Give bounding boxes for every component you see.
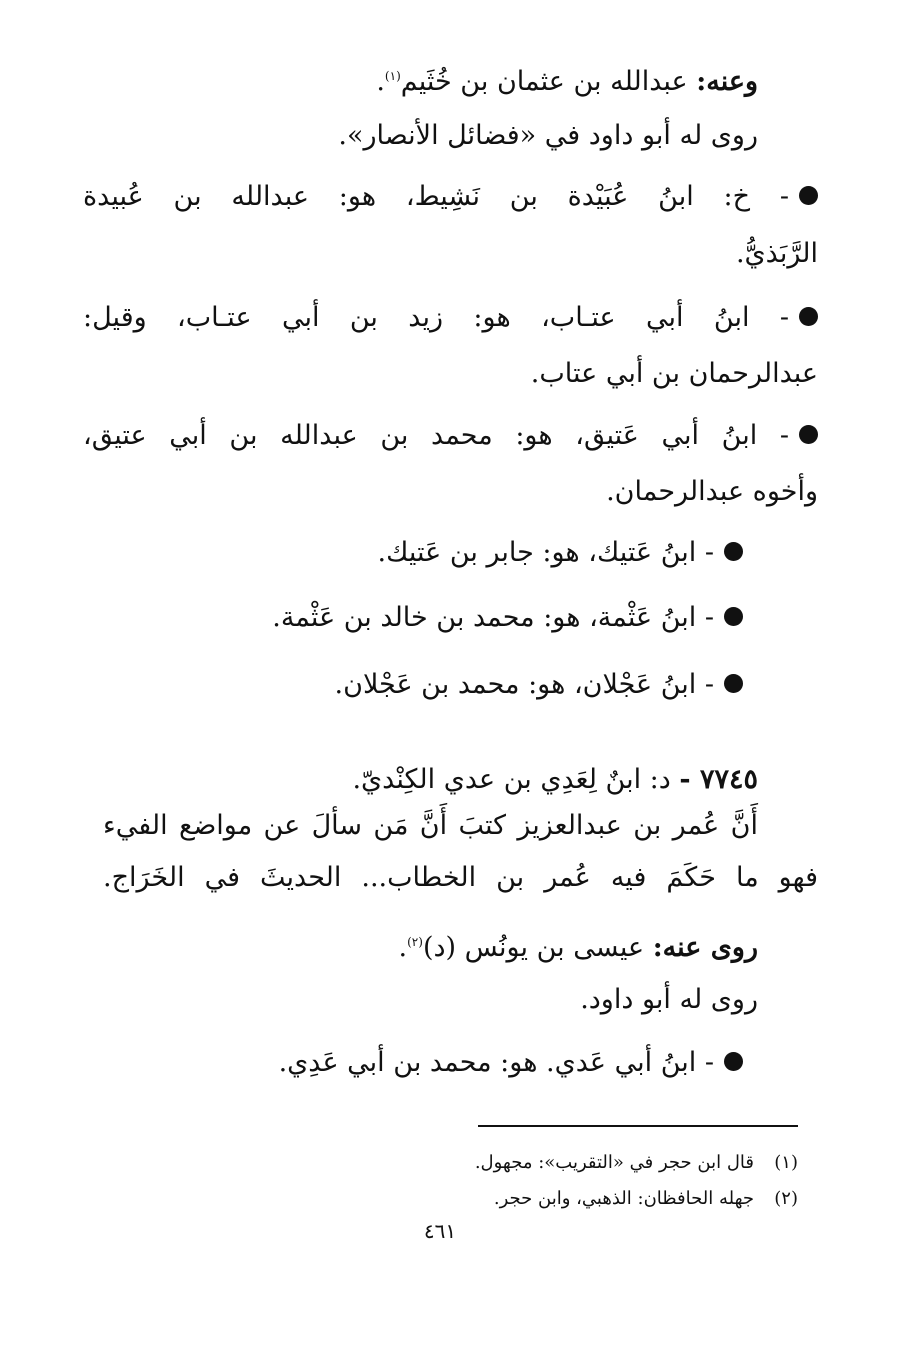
entry-line: [272, 598, 743, 638]
line-text: روى له أبو داود.: [580, 984, 758, 1015]
footnote-text: قال ابن حجر في «التقريب»: مجهول.: [474, 1152, 754, 1173]
footnote-marker: (١): [384, 69, 401, 83]
line-text: - ابنُ عَتيك، هو: جابر بن عَتيك.: [377, 537, 714, 568]
line-text: عبدالله بن عثمان بن خُثَيم: [400, 66, 697, 97]
line-text: - ابنُ أبي عتـاب، هو: زيد بن أبي عتـاب، وقيل:: [83, 302, 789, 333]
bullet-icon: [799, 425, 818, 444]
entry-number: ٧٧٤٥ -: [679, 764, 758, 795]
entry-heading: [352, 760, 758, 800]
line-end: .: [376, 66, 385, 97]
entry-line: [83, 177, 818, 217]
bullet-icon: [799, 307, 818, 326]
footnote-number: (١): [774, 1152, 798, 1173]
line-text: أَنَّ عُمر بن عبدالعزيز كتبَ أَنَّ مَن سألَ عن مواضع الفيء: [103, 810, 758, 841]
lead-word: روى عنه:: [652, 932, 758, 963]
bullet-icon: [724, 542, 743, 561]
footnote-divider: [478, 1125, 798, 1127]
line-text: - ابنُ أبي عَتيق، هو: محمد بن عبدالله بن أبي عتيق،: [83, 420, 789, 451]
bullet-icon: [724, 674, 743, 693]
entry-line: [279, 1043, 743, 1083]
line-narrator: [399, 928, 758, 968]
footnote-number: (٢): [774, 1188, 798, 1209]
entry-line: [335, 665, 743, 705]
line-text: روى له أبو داود في «فضائل الأنصار».: [338, 120, 758, 151]
footnote-text: جهله الحافظان: الذهبي، وابن حجر.: [493, 1188, 754, 1209]
bullet-icon: [724, 607, 743, 626]
entry-line: [378, 533, 744, 573]
entry-line: [83, 298, 818, 338]
line-text: - ابنُ أبي عَدي. هو: محمد بن أبي عَدِي.: [278, 1047, 714, 1078]
entry-line: [83, 416, 818, 456]
bullet-icon: [799, 186, 818, 205]
line-text: عيسى بن يونُس (د): [422, 932, 653, 963]
lead-word: وعنه:: [696, 66, 758, 97]
line-narrator: [376, 62, 758, 102]
bullet-icon: [724, 1052, 743, 1071]
footnote: [494, 1186, 798, 1212]
page-number: ٤٦١: [423, 1219, 457, 1243]
line-text: وأخوه عبدالرحمان.: [606, 476, 818, 507]
line-text: - ابنُ عَجْلان، هو: محمد بن عَجْلان.: [334, 669, 714, 700]
footnote: [475, 1150, 798, 1176]
line-text: الرَّبَذيُّ.: [735, 238, 818, 269]
line-text: - خ: ابنُ عُبَيْدة بن نَشِيط، هو: عبدالله بن عُبيدة: [83, 181, 789, 212]
line-text: د: ابنٌ لِعَدِي بن عدي الكِنْديّ.: [352, 764, 680, 795]
line-text: - ابنُ عَثْمة، هو: محمد بن خالد بن عَثْمة.: [272, 602, 714, 633]
line-text: فهو ما حَكَمَ فيه عُمر بن الخطاب... الحديثَ في الخَرَاج.: [103, 862, 818, 893]
footnote-marker: (٢): [407, 935, 423, 949]
line-text: عبدالرحمان بن أبي عتاب.: [530, 358, 818, 389]
line-end: .: [398, 932, 408, 963]
